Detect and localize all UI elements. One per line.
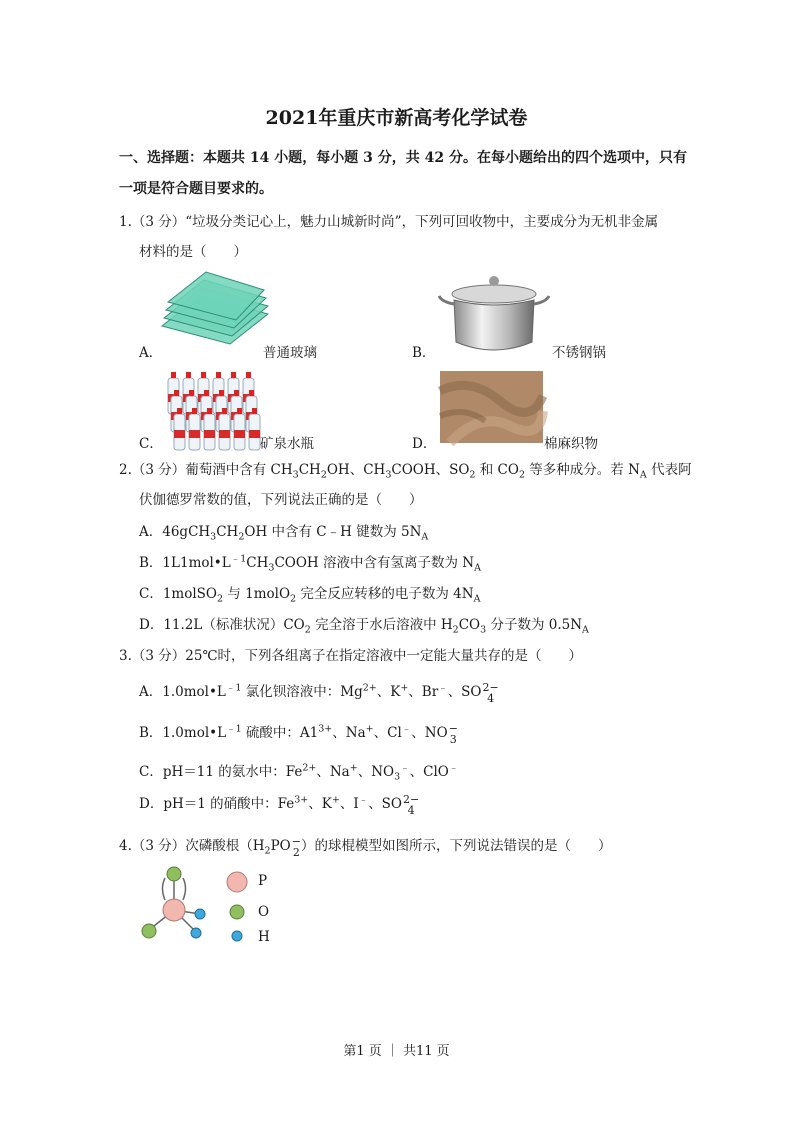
water-bottles-image	[162, 368, 262, 444]
q2-stem-line2: 伏伽德罗常数的值，下列说法正确的是（ ）	[139, 492, 423, 508]
q1-option-c-letter[interactable]: C．	[139, 436, 163, 452]
oxygen-atom-left	[142, 924, 156, 938]
q2-option-c[interactable]: C．1molSO$_2$ 与 1molO$_2$ 完全反应转移的电子数为 $4N_A$	[139, 586, 481, 605]
q1-option-b-label: 不锈钢锅	[552, 345, 606, 361]
cotton-linen-fabric-image	[440, 371, 543, 443]
q3-option-d[interactable]: D．pH＝1 的硝酸中：$Fe^{3+}$、K+、I﹣、SO 2− 4	[139, 792, 420, 817]
bottle-icon	[204, 408, 215, 450]
q1-option-d-letter[interactable]: D．	[412, 436, 437, 452]
legend-p-ball	[227, 872, 247, 892]
bottle-icon	[234, 408, 245, 450]
hydrogen-atom-right	[195, 909, 205, 919]
page-title: 2021年重庆市新高考化学试卷	[265, 107, 528, 129]
section-heading-line2: 一项是符合题目要求的。	[119, 181, 273, 197]
q1-option-a-letter[interactable]: A．	[139, 345, 163, 361]
phosphorus-atom	[163, 899, 185, 921]
q3-option-a[interactable]: A．$1.0mol•L^{﹣1}$ 氯化钡溶液中：$Mg^{2+}$、K+、Br﹣、SO 2− 4	[139, 680, 499, 705]
q2-option-a[interactable]: A．$46gCH_3CH_2OH$ 中含有 C﹣H 键数为 $5N_A$	[139, 524, 429, 543]
q1-stem-line2: 材料的是（ ）	[139, 244, 247, 260]
legend-o-ball	[230, 905, 244, 919]
legend-h-ball	[232, 931, 242, 941]
q1-option-d-label: 棉麻织物	[544, 436, 598, 452]
q1-option-a-label: 普通玻璃	[263, 345, 317, 361]
q2-option-b[interactable]: B．$1L1mol•L^{﹣1}CH_3COOH$ 溶液中含有氢离子数为 $N_A$	[139, 553, 481, 574]
bottle-icon	[189, 408, 200, 450]
ball-and-stick-model	[138, 866, 218, 946]
bottle-icon	[174, 408, 185, 450]
section-heading-line1: 一、选择题：本题共 14 小题，每小题 3 分，共 42 分。在每小题给出的四个选项中，只有	[119, 150, 687, 166]
q3-option-b[interactable]: B．$1.0mol•L^{﹣1}$ 硫酸中：$A1^{3+}$、Na+、Cl﹣、NO − 3	[139, 721, 458, 746]
legend-o-label: O	[258, 904, 270, 920]
glass-plates-image	[160, 284, 270, 356]
oxygen-atom-top	[167, 867, 181, 881]
bottle-icon	[249, 408, 260, 450]
page-footer: 第1 页 ｜ 共11 页	[343, 1044, 450, 1059]
q1-stem-line1: 1.（3 分）“垃圾分类记心上，魅力山城新时尚”，下列可回收物中，主要成分为无机非金属	[119, 214, 659, 230]
legend-p-label: P	[258, 873, 268, 889]
q1-option-c-label: 矿泉水瓶	[260, 436, 314, 452]
q3-option-c[interactable]: C．pH＝11 的氨水中：$Fe^{2+}$、Na+、$NO_3^﹣$、ClO﹣	[139, 762, 459, 783]
q3-stem: 3.（3 分）25℃时，下列各组离子在指定溶液中一定能大量共存的是（ ）	[119, 648, 583, 664]
bottle-icon	[219, 408, 230, 450]
q1-option-b-letter[interactable]: B．	[412, 345, 436, 361]
legend-h-label: H	[258, 929, 270, 945]
atom-legend	[226, 870, 250, 946]
steel-pot-image	[437, 272, 551, 358]
q2-option-d[interactable]: D．11.2L（标准状况）$CO_2$ 完全溶于水后溶液中 $H_2CO_3$ 分子数为 $0.5N_A$	[139, 617, 589, 636]
hydrogen-atom-bottom	[191, 928, 201, 938]
q2-stem-line1: 2.（3 分）葡萄酒中含有 $CH_3CH_2OH$、$CH_3COOH$、$SO_2$ 和 $CO_2$ 等多种成分。若 $N_A$ 代表阿	[119, 462, 692, 481]
q4-stem: 4.（3 分）次磷酸根（$H_2PO$ − 2 ）的球棍模型如图所示，下列说法错误的是（ ）	[119, 834, 612, 859]
